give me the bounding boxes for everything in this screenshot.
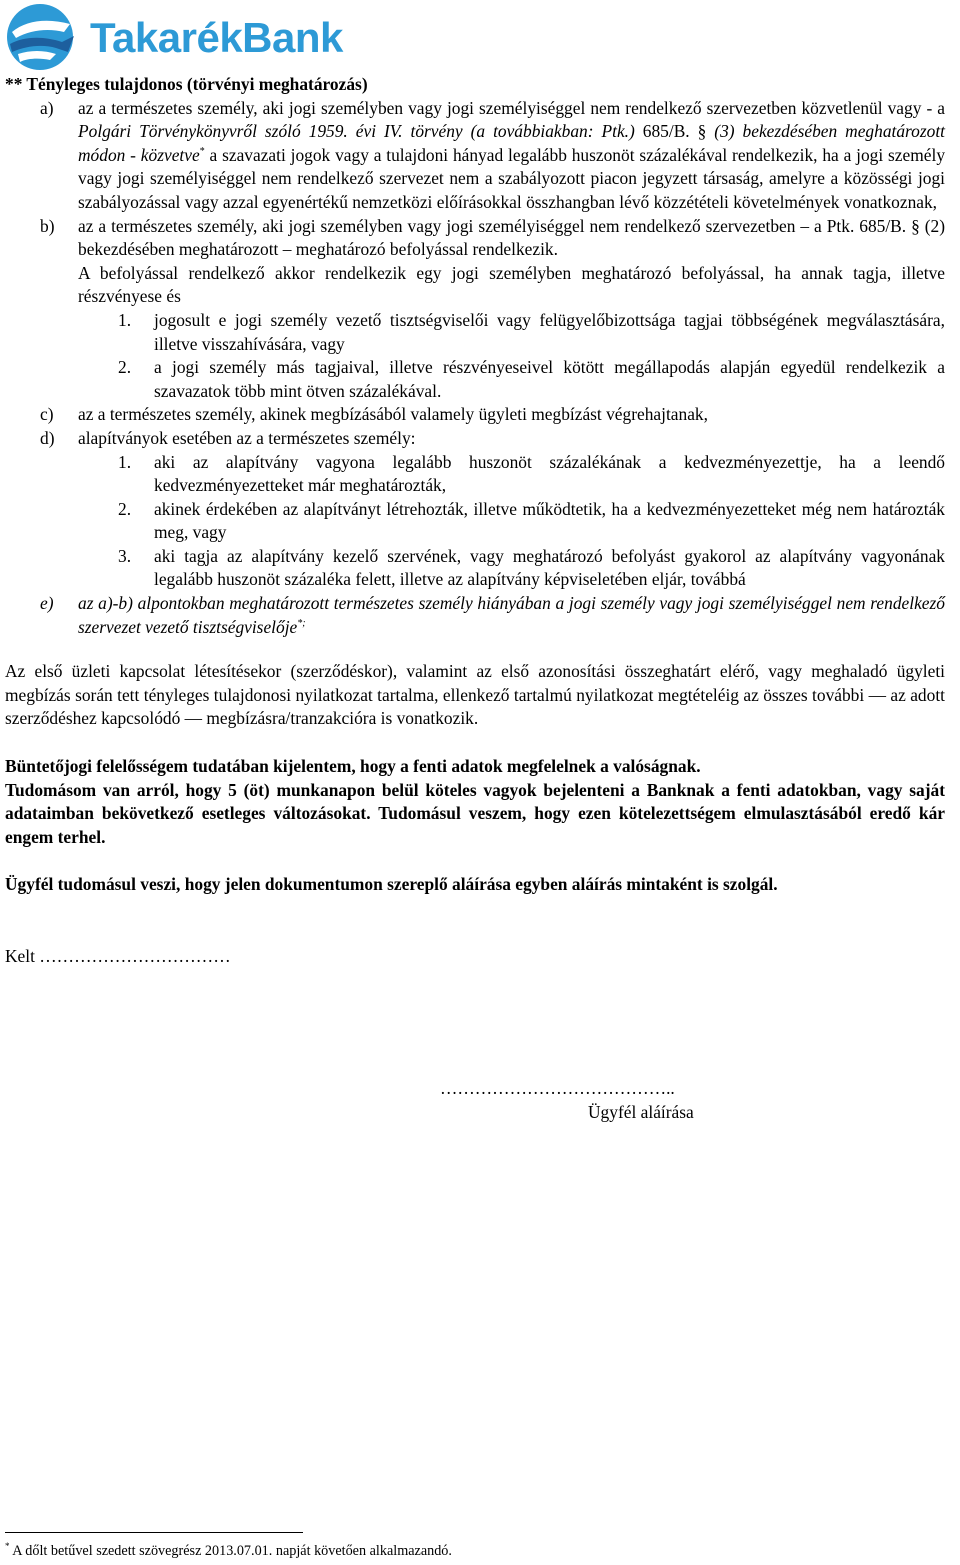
- footnote-ref: *;: [297, 617, 306, 629]
- document-body: [5, 73, 945, 969]
- sub-number: 2.: [118, 357, 132, 378]
- item-e-text: az a)-b) alpontokban meghatározott természetes személy hiányában a jogi személy vagy jogi személyiséggel nem rendelkező szervezet vezető tisztségviselője: [78, 593, 945, 637]
- sub-number: 2.: [118, 498, 132, 519]
- item-a-text-4: (3) bekezdésében meghatározott módon - közvetve: [78, 121, 945, 165]
- item-e: [5, 592, 945, 639]
- sub-number: 1.: [118, 451, 132, 472]
- footnote: [5, 1542, 452, 1560]
- declaration-signature-sample: Ügyfél tudomásul veszi, hogy jelen dokumentumon szereplő aláírása egyben aláírás mintaként is szolgál.: [5, 874, 778, 895]
- footnote-mark: *: [5, 1541, 10, 1551]
- item-b-sub-2: [5, 356, 945, 403]
- item-b: [5, 215, 945, 262]
- item-c-label: c): [40, 404, 54, 425]
- item-b-sub-1: [5, 309, 945, 356]
- sub-text: akinek érdekében az alapítványt létrehozták, illetve működtetik, ha a kedvezményezetteket még nem határozták meg, vagy: [154, 498, 945, 543]
- signature-line: …………………………………..: [440, 1078, 675, 1098]
- declaration-liability: Büntetőjogi felelősségem tudatában kijelentem, hogy a fenti adatok megfelelnek a valóságnak.: [5, 756, 701, 777]
- sub-number: 1.: [118, 309, 132, 330]
- item-a: [5, 97, 945, 215]
- item-b-text: az a természetes személy, aki jogi személyben vagy jogi személyiséggel nem rendelkező szervezetben – a Ptk. 685/B. § (2) bekezdésében meghatározott – meghatározó befolyással rendelkezik.: [78, 215, 945, 260]
- item-a-text-1: az a természetes személy, aki jogi személyben vagy jogi személyiséggel nem rendelkező szervezetben közvetlenül vagy - a: [78, 97, 945, 118]
- item-a-text-3: 685/B. §: [642, 121, 715, 142]
- item-d-sub-1: [5, 451, 945, 498]
- item-a-text-5: a szavazati jogok vagy a tulajdoni hányad legalább huszonöt százalékával rendelkezik, ha a jogi személy vagy jogi személyiséggel nem rendelkező szervezet nem a szabályozott piacon jegyzett társaság, amelyre a közösségi jogi szabályozással vagy azzal egyenértékű nemzetközi előírásokkal összhangban lévő közzétételi követelmények vonatkoznak,: [78, 144, 946, 212]
- item-a-text-2: Polgári Törvénykönyvről szóló 1959. évi IV. törvény (a továbbiakban: Ptk.): [78, 121, 643, 142]
- item-d-label: d): [40, 427, 55, 448]
- item-d-text: alapítványok esetében az a természetes személy:: [78, 427, 416, 448]
- item-d-sub-3: [5, 545, 945, 592]
- signature-block: [440, 1077, 840, 1124]
- item-c: [5, 403, 945, 427]
- signature-label: Ügyfél aláírása: [588, 1101, 694, 1122]
- sub-text: a jogi személy más tagjaival, illetve részvényeseivel kötött megállapodás alapján egyedül rendelkezik a szavazatok több mint ötven százalékával.: [154, 357, 945, 401]
- sub-text: jogosult e jogi személy vezető tisztségviselői vagy felügyelőbizottsága tagjai többségének megválasztására, illetve visszahívására, vagy: [154, 309, 945, 354]
- sub-text: aki az alapítvány vagyona legalább huszonöt százalékának a kedvezményezettje, ha a leendő kedvezményezetteket már meghatározták,: [154, 451, 945, 496]
- item-b-note: A befolyással rendelkező akkor rendelkezik egy jogi személyben meghatározó befolyással, ha annak tagja, illetve részvényese és: [78, 262, 945, 307]
- item-e-label: e): [40, 593, 54, 614]
- item-a-label: a): [40, 97, 54, 118]
- sub-number: 3.: [118, 545, 132, 566]
- logo-swoosh-icon: [4, 2, 84, 72]
- footnote-text: A dőlt betűvel szedett szövegrész 2013.07.01. napját követően alkalmazandó.: [9, 1543, 452, 1559]
- item-d: [5, 427, 945, 451]
- footnote-ref: *: [199, 145, 205, 157]
- item-c-text: az a természetes személy, akinek megbízásából valamely ügyleti megbízást végrehajtanak,: [78, 404, 708, 425]
- declaration-notification: Tudomásom van arról, hogy 5 (öt) munkanapon belül köteles vagyok bejelenteni a Banknak a fenti adatokban, vagy saját adataimban bekövetkező esetleges változásokat. Tudomásul veszem, hogy ezen kötelezettségem elmulasztásából eredő kár engem terhel.: [5, 779, 945, 847]
- footnote-divider: [5, 1532, 303, 1533]
- logo-text: TakarékBank: [90, 14, 343, 61]
- item-b-label: b): [40, 215, 55, 236]
- kelt-line: Kelt ……………………………: [5, 946, 231, 966]
- paragraph-validity: Az első üzleti kapcsolat létesítésekor (szerződéskor), valamint az első azonosítási összeghatárt elérő, vagy meghaladó ügyleti megbízás során tett tényleges tulajdonosi nyilatkozat tartalma, ellenkező tartalmú nyilatkozat megtételéig az összes további ― az adott szerződéshez kapcsolódó ― megbízásra/tranzakcióra is vonatkozik.: [5, 661, 945, 729]
- takarekbank-logo: [4, 2, 394, 72]
- sub-text: aki tagja az alapítvány kezelő szervének, vagy meghatározó befolyást gyakorol az alapítvány vagyonának legalább huszonöt százaléka felett, illetve az alapítvány képviseletében eljár, továbbá: [154, 545, 945, 590]
- section-heading: ** Tényleges tulajdonos (törvényi meghatározás): [5, 74, 368, 94]
- item-d-sub-2: [5, 498, 945, 545]
